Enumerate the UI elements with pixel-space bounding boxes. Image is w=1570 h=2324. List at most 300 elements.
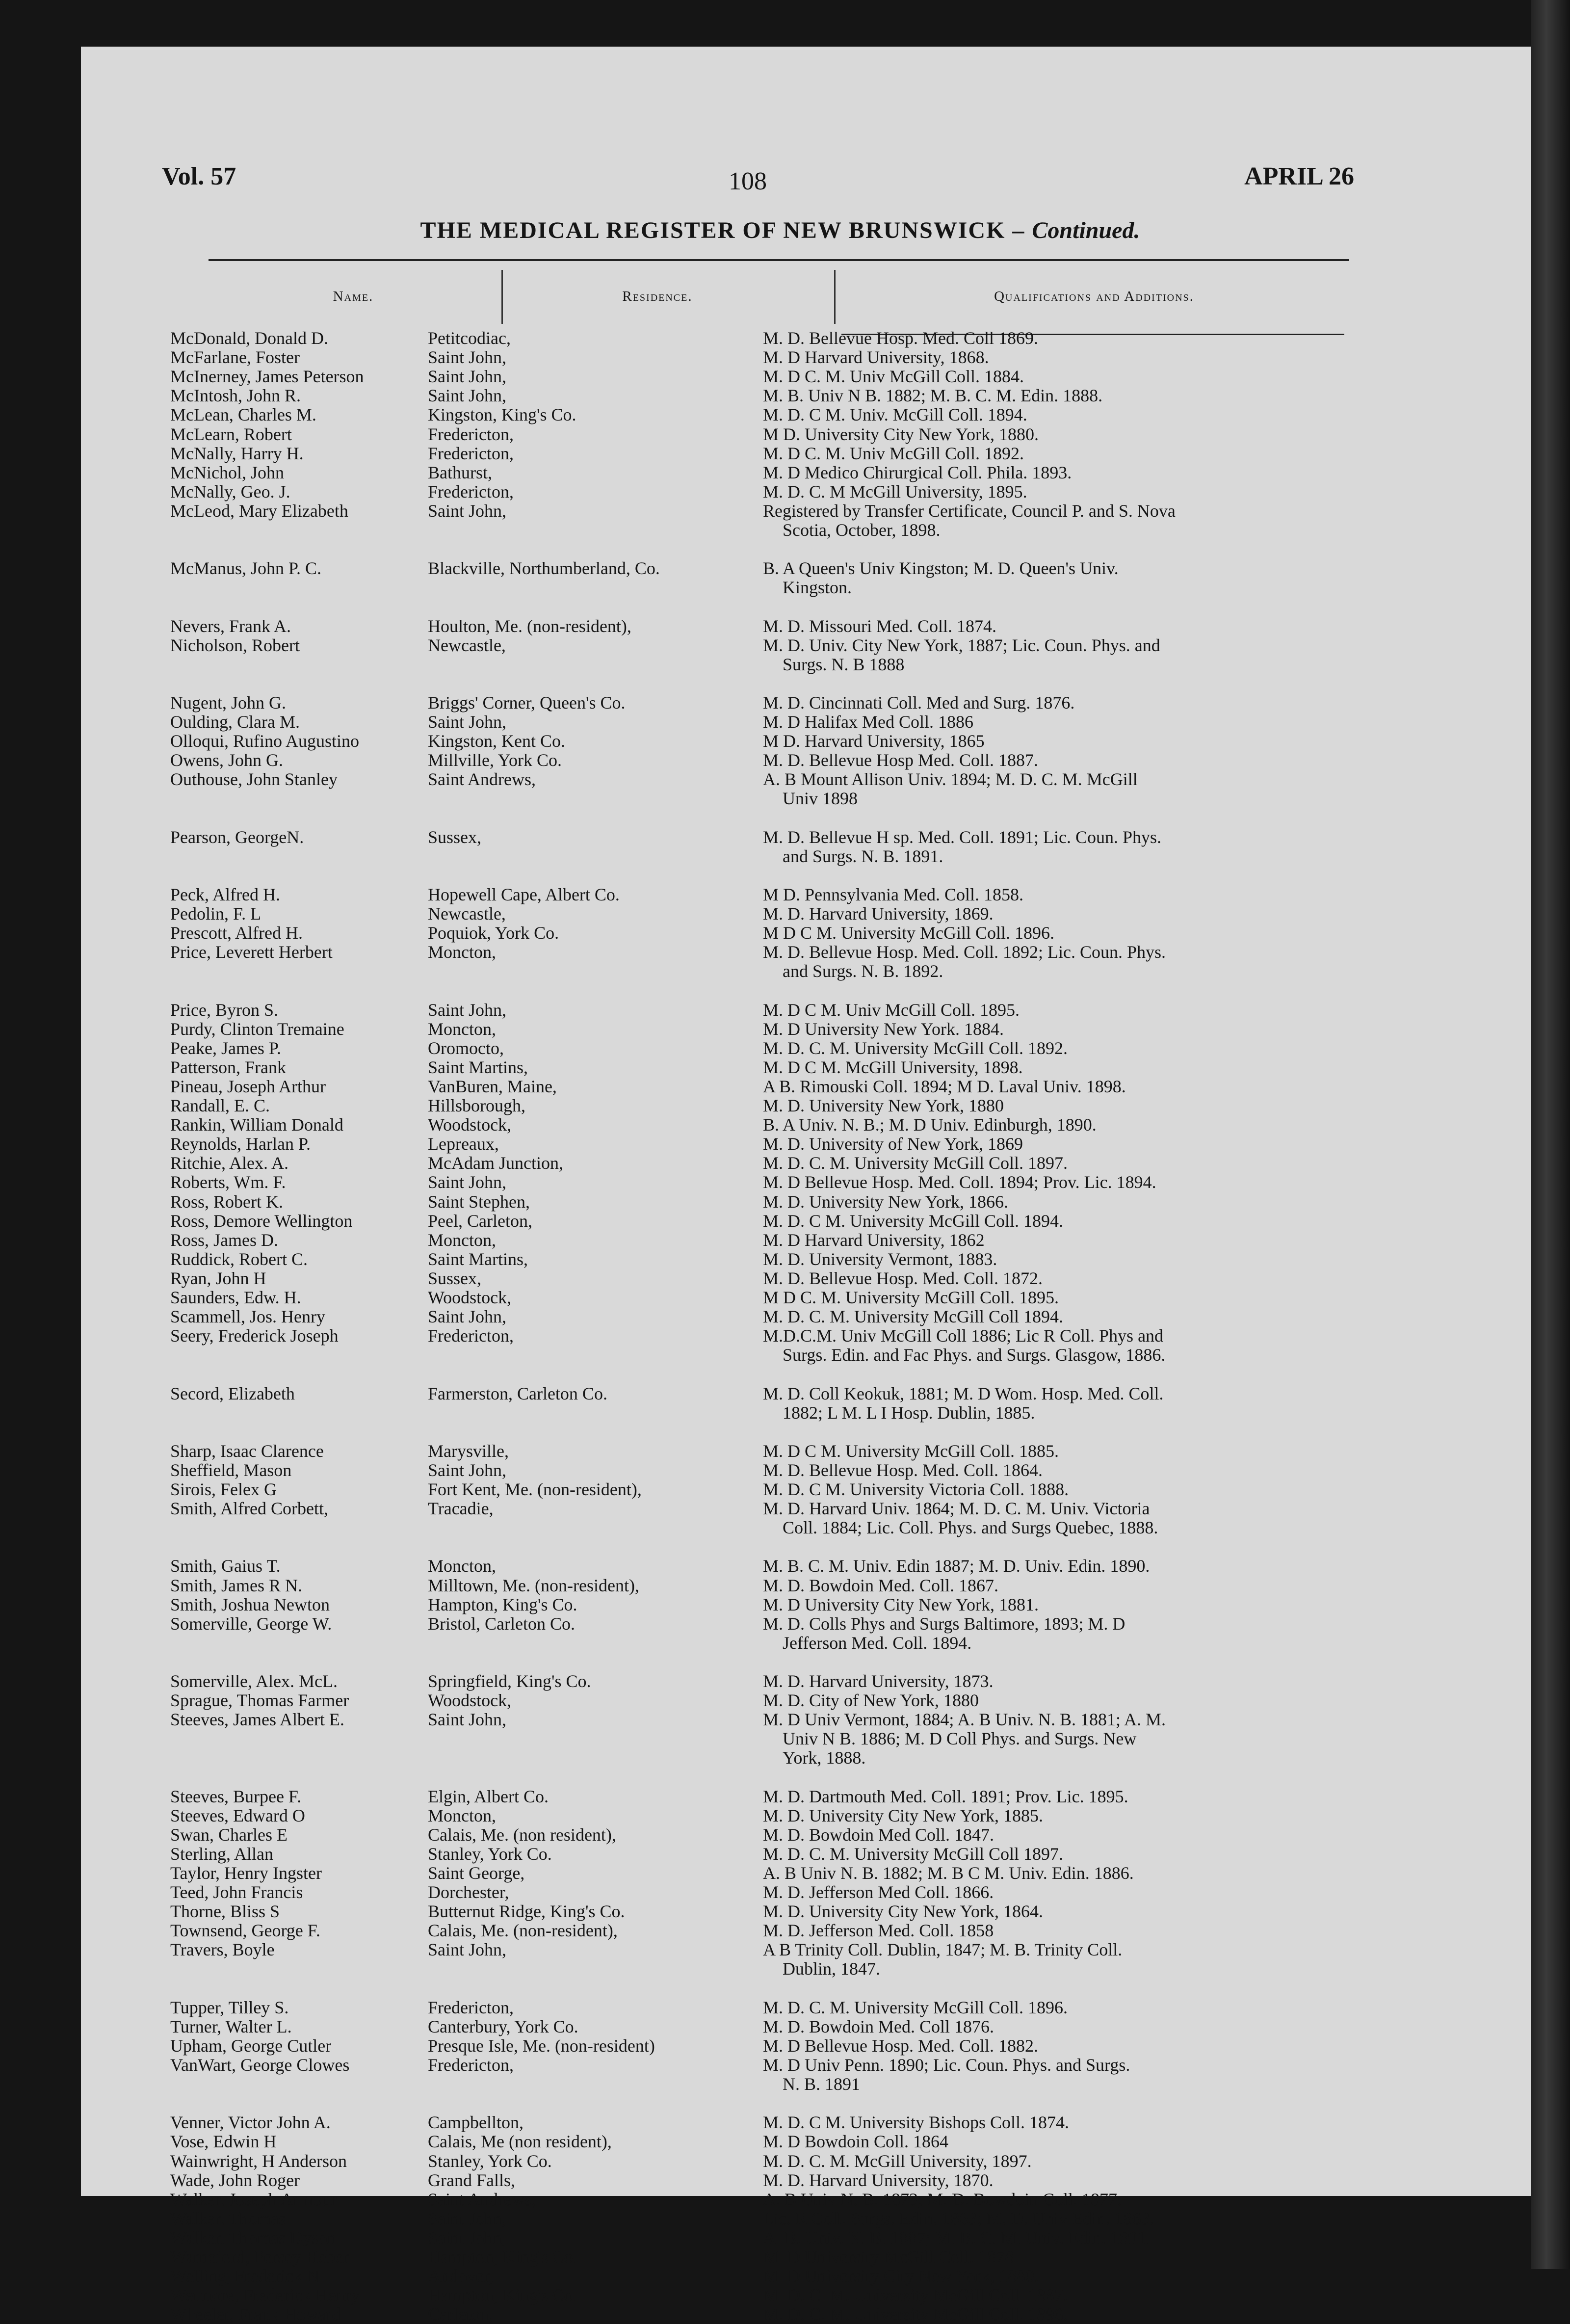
register-title: THE MEDICAL REGISTER OF NEW BRUNSWICK: [420, 217, 1006, 243]
entry-residence: Fredericton,: [428, 2055, 514, 2075]
entry-qualifications: [763, 1135, 1366, 1154]
entry-qualifications: [763, 1173, 1366, 1192]
entry-residence: Grand Falls,: [428, 2170, 515, 2190]
entry-residence: Moncton,: [428, 942, 496, 962]
qualification-line: M. D C. M. Univ McGill Coll. 1884.: [763, 367, 1024, 387]
entry-residence: Poquiok, York Co.: [428, 923, 559, 943]
entry-name: Venner, Victor John A.: [170, 2113, 331, 2133]
qualification-line: M D. Harvard University, 1865: [763, 731, 985, 751]
entry-name: Price, Byron S.: [170, 1000, 278, 1020]
entry-qualifications: [763, 828, 1366, 866]
entry-residence: Dorchester,: [428, 1882, 509, 1902]
entry-name: Randall, E. C.: [170, 1096, 270, 1115]
qualification-line: M. D. Dartmouth Med. Coll. 1891; Prov. Lic. 1895.: [763, 1786, 1128, 1806]
entry-qualifications: [763, 904, 1366, 924]
entry-residence: Moncton,: [428, 1805, 496, 1825]
entry-name: Roberts, Wm. F.: [170, 1172, 286, 1192]
entry-name: Upham, George Cutler: [170, 2035, 332, 2056]
entry-name: McLean, Charles M.: [170, 405, 316, 425]
entry-residence: Fort Kent, Me. (non-resident),: [428, 1479, 642, 1499]
entry-qualifications: [763, 1115, 1366, 1135]
entry-name: VanWart, George Clowes: [170, 2055, 350, 2075]
entry-name: Townsend, George F.: [170, 1921, 320, 1941]
entry-qualifications: [763, 1921, 1366, 1940]
entry-name: Purdy, Clinton Tremaine: [170, 1019, 344, 1039]
entry-qualifications: [763, 463, 1366, 482]
entry-residence: Calais, Me (non resident),: [428, 2132, 612, 2152]
qualification-line: M. D C M. University McGill Coll. 1885.: [763, 1441, 1059, 1461]
entry-residence: Presque Isle, Me. (non-resident): [428, 2035, 655, 2056]
qualification-line: M. D University City New York, 1880.: [763, 2266, 1039, 2286]
entry-qualifications: [763, 1307, 1366, 1326]
entry-residence: Calais, Me. (non-resident),: [428, 1921, 618, 1941]
entry-qualifications: [763, 732, 1366, 751]
entry-qualifications: [763, 444, 1366, 463]
qualification-line: M. D Harvard University, 1862: [763, 1230, 985, 1250]
entry-name: Warneford, Persey Heber: [170, 2247, 349, 2267]
entry-name: Oulding, Clara M.: [170, 712, 300, 732]
entry-residence: Campbellton,: [428, 2113, 523, 2133]
entry-name: Rankin, William Donald: [170, 1115, 343, 1135]
entry-residence: Canterbury, York Co.: [428, 2016, 578, 2036]
entry-qualifications: [763, 2305, 1366, 2324]
entry-name: Ross, Demore Wellington: [170, 1211, 353, 1231]
entry-qualifications: [763, 1576, 1366, 1595]
entry-qualifications: [763, 2209, 1366, 2228]
entry-residence: Fredericton,: [428, 1997, 514, 2017]
entry-qualifications: [763, 751, 1366, 770]
qualification-line: M. D. C. M. McGill University, 1897.: [763, 2151, 1032, 2171]
qualification-line: M. D Harvard University, 1868.: [763, 347, 989, 368]
entry-residence: Calais, Me. (non resident),: [428, 1824, 616, 1845]
qualification-line: A B. Rimouski Coll. 1894; M D. Laval Univ. 1898.: [763, 1076, 1126, 1096]
entry-residence: Moncton,: [428, 1230, 496, 1250]
title-dash: –: [1005, 217, 1032, 243]
entry-residence: Newcastle,: [428, 904, 506, 924]
entry-name: Nugent, John G.: [170, 692, 286, 713]
qualification-line: M. D. C M. Univ. McGill Coll. 1894.: [763, 405, 1027, 425]
entry-qualifications: [763, 2113, 1366, 2132]
entry-qualifications: [763, 713, 1366, 732]
qualification-line: A. B. Univ. N. B. 1887; M. B. C. M. Univ. Edin. 1891.: [763, 2227, 1151, 2247]
entry-residence: Moncton,: [428, 1556, 496, 1576]
entry-name: Seery, Frederick Joseph: [170, 1326, 339, 1346]
entry-qualifications: [763, 1039, 1366, 1058]
qualification-line: M. D University New York. 1884.: [763, 1019, 1004, 1039]
entry-name: Smith, James R N.: [170, 1575, 303, 1595]
entry-residence: Elgin, Albert Co.: [428, 1786, 549, 1806]
entry-residence: Saint John,: [428, 1940, 507, 1960]
entry-name: Welling, Frederick N: [170, 2266, 320, 2286]
entry-qualifications: [763, 1557, 1366, 1576]
entry-residence: Moncton,: [428, 1019, 496, 1039]
qualification-line: B. A Univ. N. B.; M. D Univ. Edinburgh, 1890.: [763, 1115, 1097, 1135]
entry-qualifications: [763, 502, 1366, 540]
entry-qualifications: [763, 617, 1366, 636]
qualification-line: M. B. Univ N B. 1882; M. B. C. M. Edin. 1888.: [763, 386, 1103, 406]
entry-qualifications: [763, 367, 1366, 386]
entry-qualifications: [763, 2267, 1366, 2286]
qualification-line: Scotia, October, 1898.: [783, 520, 941, 540]
qualification-line: M. D. Bellevue Hosp. Med. Coll. 1892; Lic. Coun. Phys.: [763, 942, 1166, 962]
entry-name: Wade, John Roger: [170, 2170, 300, 2190]
qualification-line: M. D. Bowdoin Med Coll. 1847.: [763, 1824, 994, 1845]
entry-name: Sterling, Allan: [170, 1844, 273, 1864]
entry-residence: Sussex,: [428, 827, 482, 847]
entry-residence: Saint John,: [428, 2227, 507, 2247]
entry-qualifications: [763, 1020, 1366, 1039]
entry-name: Tupper, Tilley S.: [170, 1997, 289, 2017]
qualification-line: M. D C M. Univ McGill Coll. 1895.: [763, 1000, 1020, 1020]
entry-qualifications: [763, 1864, 1366, 1883]
entry-residence: Stanley, York Co.: [428, 1844, 552, 1864]
qualification-line: M. D University McGill Coll. 1878.: [763, 2247, 1018, 2267]
entry-qualifications: [763, 2132, 1366, 2151]
entry-residence: Briggs' Corner, Queen's Co.: [428, 692, 626, 713]
entry-residence: Stanley, York Co.: [428, 2151, 552, 2171]
entry-name: Price, Leverett Herbert: [170, 942, 333, 962]
qualification-line: M.D.C.M. Univ McGill Coll 1886; Lic R Coll. Phys and: [763, 1326, 1164, 1346]
qualification-line: M. D. Coll Keokuk, 1881; M. D Wom. Hosp. Med. Coll.: [763, 1383, 1164, 1403]
entry-name: McLearn, Robert: [170, 424, 292, 444]
entry-qualifications: [763, 2247, 1366, 2267]
qualification-line: M. D. C. M. University McGill Coll. 1892.: [763, 1038, 1068, 1058]
entry-name: Owens, John G.: [170, 750, 283, 770]
qualification-line: M. D Halifax Med Coll. 1886: [763, 712, 973, 732]
entry-residence: Saint John,: [428, 1307, 507, 1327]
entry-residence: Fredericton,: [428, 1326, 514, 1346]
column-header-qualifications: Qualifications and Additions.: [994, 289, 1194, 304]
entry-name: Ross, Robert K.: [170, 1191, 284, 1212]
entry-name: Patterson, Frank: [170, 1057, 286, 1077]
entry-residence: Bristol, Carleton Co.: [428, 1613, 575, 1634]
entry-residence: McAdam Junction,: [428, 1153, 563, 1173]
qualification-line: M. D. University City New York, 1885.: [763, 1805, 1044, 1825]
column-divider-1: [501, 270, 503, 324]
qualification-line: M. D. Harvard University, 1873.: [763, 1671, 994, 1691]
entry-residence: Woodstock,: [428, 1690, 512, 1711]
entry-qualifications: [763, 1096, 1366, 1115]
entry-residence: Andover,: [428, 2266, 494, 2286]
qualification-line: M. D. Bowdoin Med. Coll. 1867.: [763, 1575, 999, 1595]
column-header-residence: Residence.: [622, 289, 693, 304]
entry-residence: Saint John,: [428, 367, 507, 387]
qualification-line: M. D. Bellevue H sp. Med. Coll. 1891; Lic. Coun. Phys.: [763, 827, 1161, 847]
qualification-line: M. D C M. McGill University, 1898.: [763, 1057, 1023, 1077]
entry-qualifications: [763, 1902, 1366, 1921]
entry-residence: Peel, Carleton,: [428, 1211, 532, 1231]
entry-qualifications: [763, 1001, 1366, 1020]
entry-name: Pineau, Joseph Arthur: [170, 1076, 326, 1096]
entry-residence: Houlton, Me. (non-resident),: [428, 616, 631, 636]
qualification-line: Lic. R Coll. Surgs. Edin. 1863; M. D. Univ Edin. 1863.: [763, 2208, 1154, 2228]
qualification-line: Coll. 1884; Lic. Coll. Phys. and Surgs Quebec, 1888.: [783, 1518, 1158, 1538]
qualification-line: Jefferson Med. Coll. 1894.: [783, 1633, 972, 1653]
entry-name: Smith, Alfred Corbett,: [170, 1499, 328, 1519]
entry-qualifications: [763, 924, 1366, 943]
qualification-line: M D C M. University McGill Coll. 1896.: [763, 923, 1055, 943]
qualification-line: M. D. Harvard University, 1870.: [763, 2170, 994, 2190]
entry-name: Somerville, George W.: [170, 1613, 332, 1634]
entry-qualifications: [763, 2036, 1366, 2056]
entry-residence: Lepreaux,: [428, 1134, 499, 1154]
entry-qualifications: [763, 386, 1366, 405]
qualification-line: M. D. Univ. City New York, 1887; Lic. Coun. Phys. and: [763, 635, 1160, 655]
entry-qualifications: [763, 2190, 1366, 2209]
entry-name: Walker, Joseph Armour: [170, 2189, 337, 2209]
entry-qualifications: [763, 1825, 1366, 1845]
entry-residence: Saint John,: [428, 1172, 507, 1192]
qualification-line: M. D. City of New York, 1880: [763, 1690, 979, 1711]
column-header-name: Name.: [333, 289, 374, 304]
entry-name: McDonald, Donald D.: [170, 328, 328, 348]
entry-name: Ryan, John H: [170, 1268, 266, 1288]
entry-residence: Saint George,: [428, 1863, 525, 1883]
entry-residence: Hampton, King's Co.: [428, 1594, 577, 1614]
entry-qualifications: [763, 1499, 1366, 1537]
entry-residence: Saint Martins,: [428, 1057, 528, 1077]
qualification-line: M. D. C. M. University McGill Coll. 1887.: [763, 2285, 1068, 2305]
title-continued: Continued.: [1032, 217, 1140, 243]
entry-name: Nicholson, Robert: [170, 635, 300, 655]
entry-qualifications: [763, 1845, 1366, 1864]
entry-residence: Saint John,: [428, 712, 507, 732]
qualification-line: B. A Queen's Univ Kingston; M. D. Queen's Univ.: [763, 558, 1119, 579]
entry-name: Somerville, Alex. McL.: [170, 1671, 338, 1691]
entry-residence: Farmerston, Carleton Co.: [428, 1383, 607, 1403]
entry-name: Ritchie, Alex. A.: [170, 1153, 288, 1173]
entry-qualifications: [763, 559, 1366, 597]
entry-name: Saunders, Edw. H.: [170, 1288, 301, 1307]
qualification-line: M. D. University New York, 1866.: [763, 1191, 1009, 1212]
entry-name: McLeod, Mary Elizabeth: [170, 501, 348, 521]
qualification-line: M. D. University New York, 1880: [763, 1096, 1004, 1115]
entry-qualifications: [763, 1154, 1366, 1173]
qualification-line: M. D. Bellevue Hosp. Med. Coll. 1864.: [763, 1460, 1043, 1480]
entry-residence: Butternut Ridge, King's Co.: [428, 1901, 625, 1922]
page-header: [162, 162, 1354, 216]
entry-qualifications: [763, 1192, 1366, 1212]
entry-name: Pearson, GeorgeN.: [170, 827, 304, 847]
entry-qualifications: [763, 2152, 1366, 2171]
entry-residence: Saint John,: [428, 1710, 507, 1730]
qualification-line: M. D Univ Vermont, 1884; A. B Univ. N. B. 1881; A. M.: [763, 1710, 1166, 1730]
entry-qualifications: [763, 2171, 1366, 2190]
qualification-line: and Surgs. N. B. 1891.: [783, 846, 943, 866]
entry-residence: Oromocto,: [428, 1038, 504, 1058]
entry-name: McIntosh, John R.: [170, 386, 301, 406]
entry-residence: Saint John,: [428, 2208, 507, 2228]
entry-qualifications: [763, 1326, 1366, 1365]
qualification-line: N. B. 1891: [783, 2074, 861, 2094]
entry-name: Sheffield, Mason: [170, 1460, 292, 1480]
qualification-line: M. D. C M. University Victoria Coll. 1888.: [763, 1479, 1069, 1499]
entry-residence: Saint Stephen,: [428, 1191, 530, 1212]
entry-qualifications: [763, 1806, 1366, 1825]
entry-residence: Saint John,: [428, 1460, 507, 1480]
entry-name: McNally, Harry H.: [170, 443, 304, 463]
entry-qualifications: [763, 1442, 1366, 1461]
qualification-line: M. D Bellevue Hosp. Med. Coll. 1894; Prov. Lic. 1894.: [763, 1172, 1156, 1192]
qualification-line: M. D. Bowdoin Med. Coll 1876.: [763, 2016, 994, 2036]
qualification-line: M. D Medico Chirurgical Coll. Phila. 1893.: [763, 462, 1072, 482]
qualification-line: Surgs. Edin. and Fac Phys. and Surgs. Glasgow, 1886.: [783, 1345, 1166, 1365]
qualification-line: M. D University City New York, 1881.: [763, 1594, 1039, 1614]
entry-name: Ruddick, Robert C.: [170, 1249, 308, 1269]
entry-residence: Hampton, King's Co.: [428, 2285, 577, 2305]
entry-residence: Saint John,: [428, 386, 507, 406]
entry-residence: Carleton,: [428, 2304, 493, 2324]
column-divider-2: [834, 270, 836, 324]
entry-name: Vose, Edwin H: [170, 2132, 277, 2152]
qualification-line: Registered by Transfer Certificate, Council P. and S. Nova: [763, 501, 1176, 521]
book-spine: [1531, 0, 1570, 2269]
entry-name: Wheeler, Frank Howard: [170, 2304, 341, 2324]
qualification-line: Dublin, 1847.: [783, 1959, 881, 1979]
entry-residence: Kingston, King's Co.: [428, 405, 576, 425]
entry-residence: Tracadie,: [428, 1499, 494, 1519]
entry-qualifications: [763, 1269, 1366, 1288]
entry-qualifications: [763, 636, 1366, 674]
entry-qualifications: [763, 1384, 1366, 1423]
qualification-line: M. D. Colls Phys and Surgs Baltimore, 1893; M. D: [763, 1613, 1125, 1634]
qualification-line: M. B. C. M. Univ. Edin 1887; M. D. Univ. Edin. 1890.: [763, 1556, 1150, 1576]
qualification-line: M. D. C. M. University McGill Coll. 1896.: [763, 2304, 1068, 2324]
entry-qualifications: [763, 1212, 1366, 1231]
qualification-line: Kingston.: [783, 578, 852, 598]
entry-qualifications: [763, 2017, 1366, 2036]
entry-name: McManus, John P. C.: [170, 558, 322, 579]
entry-name: Walker, Thomas: [170, 2208, 286, 2228]
entry-residence: Petitcodiac,: [428, 328, 511, 348]
qualification-line: M. D. Cincinnati Coll. Med and Surg. 1876.: [763, 692, 1075, 713]
qualification-line: M. D. C. M. University McGill Coll 1897.: [763, 1844, 1064, 1864]
entry-residence: Milltown, Me. (non-resident),: [428, 1575, 639, 1595]
qualification-line: M. D. C. M McGill University, 1895.: [763, 481, 1027, 502]
entry-qualifications: [763, 693, 1366, 713]
entry-residence: Saint Andrews,: [428, 769, 536, 790]
qualification-line: M. D. Jefferson Med. Coll. 1858: [763, 1921, 994, 1941]
entry-qualifications: [763, 1288, 1366, 1307]
entry-name: Ross, James D.: [170, 1230, 279, 1250]
entry-qualifications: [763, 1250, 1366, 1269]
entry-name: Steeves, James Albert E.: [170, 1710, 344, 1730]
qualification-line: Surgs. N. B 1888: [783, 654, 905, 674]
entry-qualifications: [763, 2056, 1366, 2094]
entry-name: Pedolin, F. L: [170, 904, 262, 924]
entry-qualifications: [763, 405, 1366, 424]
entry-residence: Saint John,: [428, 1000, 507, 1020]
entry-qualifications: [763, 1787, 1366, 1806]
qualification-line: M. D Univ Penn. 1890; Lic. Coun. Phys. and Surgs.: [763, 2055, 1130, 2075]
qualification-line: A. B Mount Allison Univ. 1894; M. D. C. M. McGill: [763, 769, 1138, 790]
qualification-line: M D. University City New York, 1880.: [763, 424, 1039, 444]
qualification-line: M. D. Jefferson Med Coll. 1866.: [763, 1882, 994, 1902]
entry-name: Reynolds, Harlan P.: [170, 1134, 311, 1154]
entry-name: Scammell, Jos. Henry: [170, 1307, 325, 1327]
qualification-line: M. D. C M. University Bishops Coll. 1874.: [763, 2113, 1070, 2133]
qualification-line: M. D Bellevue Hosp. Med. Coll. 1882.: [763, 2035, 1038, 2056]
entry-name: Wetmore, Frederick Henry: [170, 2285, 360, 2305]
entry-qualifications: [763, 1998, 1366, 2017]
entry-name: Peck, Alfred H.: [170, 884, 280, 904]
entry-qualifications: [763, 1614, 1366, 1653]
entry-name: Smith, Joshua Newton: [170, 1594, 330, 1614]
qualification-line: M D. Pennsylvania Med. Coll. 1858.: [763, 884, 1023, 904]
qualification-line: M. D. University City New York, 1864.: [763, 1901, 1044, 1922]
entry-residence: Saint Martins,: [428, 1249, 528, 1269]
entry-residence: Blackville, Northumberland, Co.: [428, 558, 660, 579]
entry-residence: Newcastle,: [428, 635, 506, 655]
entry-qualifications: [763, 2286, 1366, 2305]
volume-number: Vol. 57: [162, 162, 236, 190]
entry-qualifications: [763, 348, 1366, 367]
entry-residence: Sussex,: [428, 1268, 482, 1288]
entry-qualifications: [763, 1595, 1366, 1614]
entry-qualifications: [763, 943, 1366, 981]
entry-name: McNally, Geo. J.: [170, 481, 290, 502]
entry-name: Steeves, Edward O: [170, 1805, 305, 1825]
issue-date: APRIL 26: [1244, 162, 1354, 190]
entry-name: Prescott, Alfred H.: [170, 923, 303, 943]
qualification-line: M D C. M. University McGill Coll. 1895.: [763, 1288, 1059, 1307]
entry-qualifications: [763, 329, 1366, 348]
entry-residence: Hillsborough,: [428, 1096, 526, 1115]
qualification-line: M. D. C. M. University McGill Coll. 1896.: [763, 1997, 1068, 2017]
page-number: 108: [729, 167, 767, 195]
entry-qualifications: [763, 1461, 1366, 1480]
qualification-line: Univ N B. 1886; M. D Coll Phys. and Surgs. New: [783, 1729, 1137, 1749]
entry-name: Sharp, Isaac Clarence: [170, 1441, 324, 1461]
entry-name: McFarlane, Foster: [170, 347, 300, 368]
entry-name: Travers, Boyle: [170, 1940, 275, 1960]
entry-residence: Saint John,: [428, 501, 507, 521]
qualification-line: M. D. Bellevue Hosp. Med. Coll 1869.: [763, 328, 1038, 348]
qualification-line: M. D C. M. Univ McGill Coll. 1892.: [763, 443, 1024, 463]
entry-qualifications: [763, 1710, 1366, 1768]
qualification-line: York, 1888.: [783, 1748, 866, 1768]
entry-residence: Fredericton,: [428, 443, 514, 463]
entry-qualifications: [763, 1058, 1366, 1077]
entry-name: Olloqui, Rufino Augustino: [170, 731, 360, 751]
entry-name: Taylor, Henry Ingster: [170, 1863, 322, 1883]
entry-qualifications: [763, 425, 1366, 444]
entry-name: Smith, Gaius T.: [170, 1556, 281, 1576]
entry-name: McNichol, John: [170, 462, 284, 482]
entry-residence: Millville, York Co.: [428, 750, 562, 770]
entry-qualifications: [763, 2228, 1366, 2247]
qualification-line: M. D. Missouri Med. Coll. 1874.: [763, 616, 997, 636]
entry-name: Wainwright, H Anderson: [170, 2151, 347, 2171]
entry-qualifications: [763, 1691, 1366, 1710]
entry-qualifications: [763, 1231, 1366, 1250]
entry-name: Secord, Elizabeth: [170, 1383, 295, 1403]
entry-qualifications: [763, 885, 1366, 904]
entry-residence: Hampton, King's Co.: [428, 2247, 577, 2267]
entry-qualifications: [763, 1883, 1366, 1902]
entry-residence: VanBuren, Maine,: [428, 1076, 557, 1096]
qualification-line: M. D. Bellevue Hosp Med. Coll. 1887.: [763, 750, 1038, 770]
qualification-line: M. D. Harvard Univ. 1864; M. D. C. M. Univ. Victoria: [763, 1499, 1150, 1519]
entry-residence: Woodstock,: [428, 1288, 512, 1307]
entry-residence: Fredericton,: [428, 424, 514, 444]
qualification-line: M. D. Harvard University, 1869.: [763, 904, 994, 924]
entry-name: McInerney, James Peterson: [170, 367, 364, 387]
entry-name: Steeves, Burpee F.: [170, 1786, 302, 1806]
entry-residence: Fredericton,: [428, 481, 514, 502]
entry-qualifications: [763, 1480, 1366, 1499]
qualification-line: M. D. C. M. University McGill Coll 1894.: [763, 1307, 1064, 1327]
